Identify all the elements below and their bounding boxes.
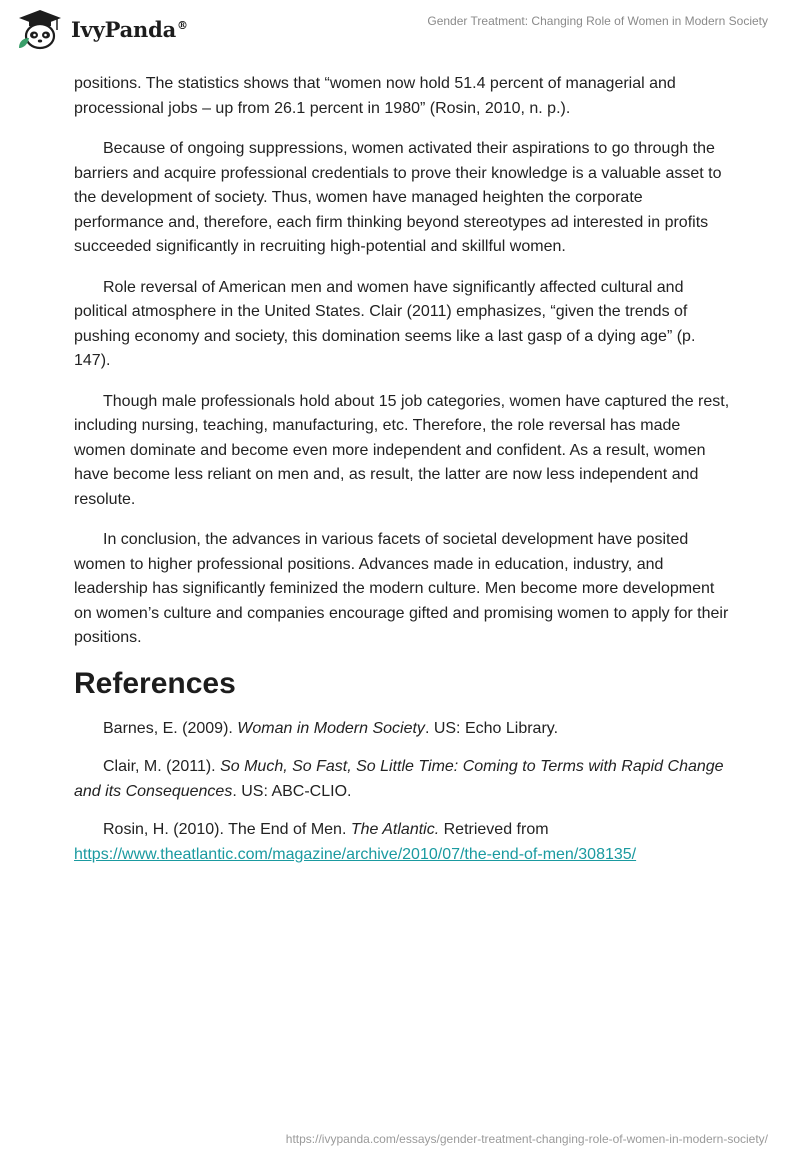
- ivypanda-logo[interactable]: [15, 8, 188, 50]
- reference-link[interactable]: https://www.theatlantic.com/magazine/archive/2010/07/the-end-of-men/308135/: [74, 845, 637, 863]
- reference-item: Barnes, E. (2009). Woman in Modern Society. US: Echo Library.: [103, 719, 559, 737]
- source-url: https://ivypanda.com/essays/gender-treatment-changing-role-of-women-in-modern-society/: [285, 1132, 768, 1146]
- references-heading: References: [74, 666, 236, 700]
- paragraph: Because of ongoing suppressions, women activated their aspirations to go through the barriers and acquire professional credentials to prove their knowledge is a valuable asset to the development of society. Thus, women have managed heighten the corporate performance and, therefore, each firm thinking beyond stereotypes ad interested in profits succeeded significantly in recruiting high-potential and skillful women.: [74, 140, 722, 255]
- logo-text: IvyPanda®: [71, 16, 188, 42]
- reference-item: Clair, M. (2011). So Much, So Fast, So Little Time: Coming to Terms with Rapid Change and its Consequences. US: ABC-CLIO.: [74, 758, 724, 800]
- panda-graduate-icon: [15, 8, 65, 50]
- paragraph-continued: positions. The statistics shows that “women now hold 51.4 percent of managerial and processional jobs – up from 26.1 percent in 1980” (Rosin, 2010, n. p.).: [74, 75, 676, 117]
- essay-content: [74, 72, 734, 881]
- page-header: [0, 0, 800, 70]
- paragraph-conclusion: In conclusion, the advances in various facets of societal development have posited women to higher professional positions. Advances made in education, industry, and leadership has significantly feminized the modern culture. Men become more development on women’s culture and companies encourage gifted and promising women to apply for their positions.: [74, 531, 729, 646]
- paragraph: Role reversal of American men and women have significantly affected cultural and political atmosphere in the United States. Clair (2011) emphasizes, “given the trends of pushing economy and society, this domination seems like a last gasp of a dying age” (p. 147).: [74, 278, 696, 369]
- reference-item: Rosin, H. (2010). The End of Men. The Atlantic. Retrieved from https://www.theatlantic.com/magazine/archive/2010/07/the-end-of-men/308135/: [74, 821, 637, 863]
- document-title: Gender Treatment: Changing Role of Women in Modern Society: [427, 14, 768, 28]
- paragraph: Though male professionals hold about 15 job categories, women have captured the rest, including nursing, teaching, manufacturing, etc. Therefore, the role reversal has made women dominate and become even more independent and confident. As a result, women have become less reliant on men and, as result, the latter are now less independent and resolute.: [74, 392, 730, 508]
